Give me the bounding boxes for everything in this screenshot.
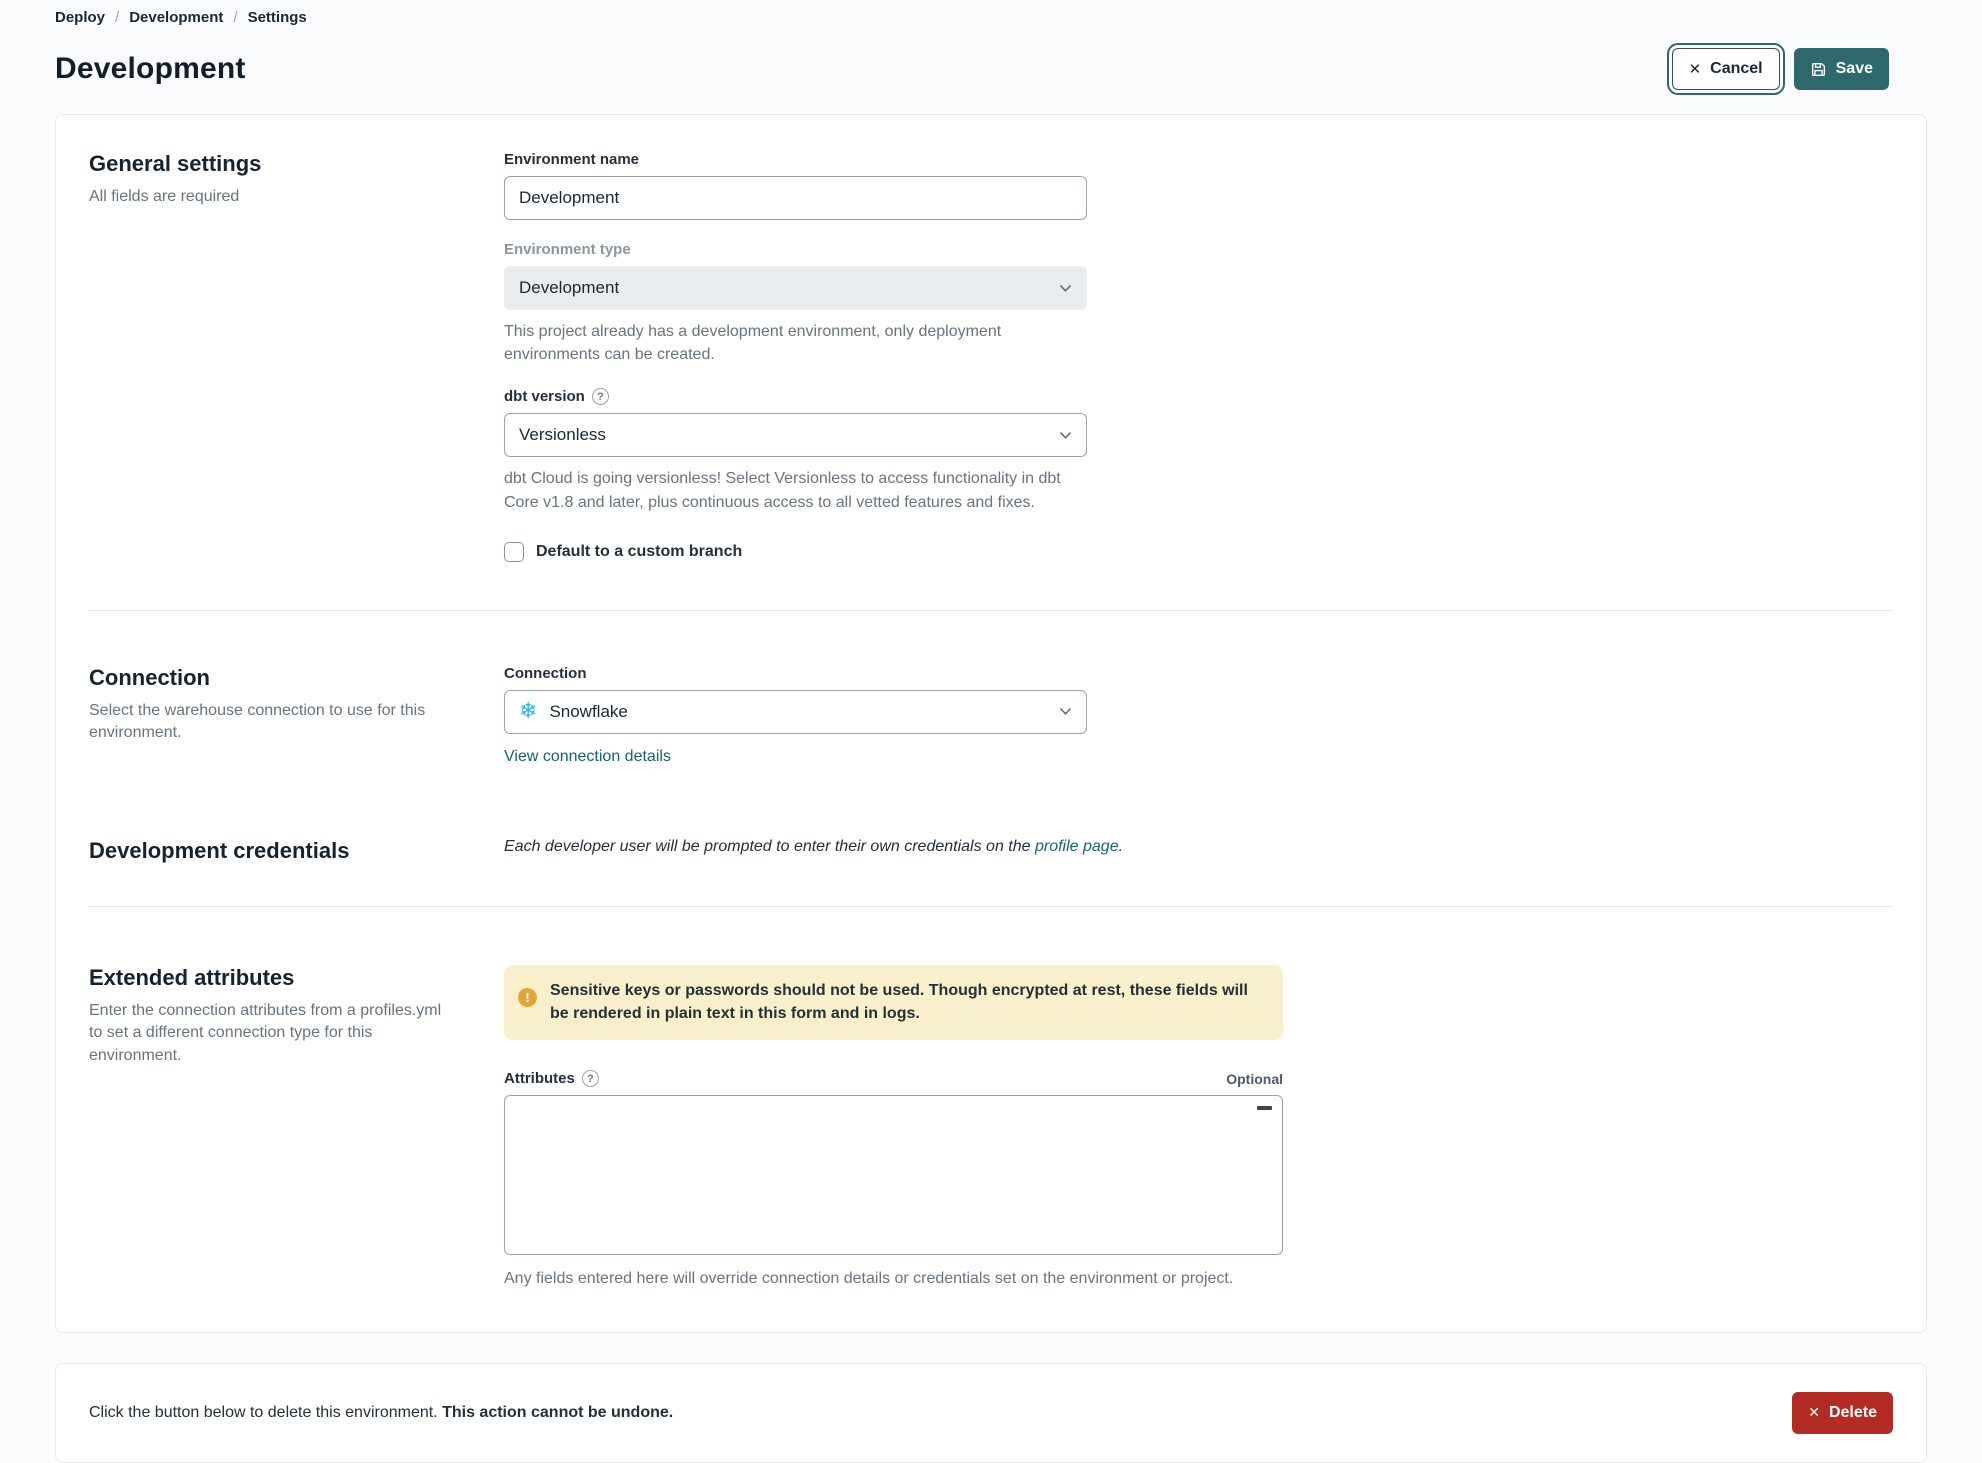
dbt-version-label bbox=[504, 388, 1893, 405]
credentials-note-suffix: . bbox=[1118, 837, 1124, 855]
delete-button[interactable] bbox=[1792, 1392, 1893, 1434]
delete-warning-bold: This action cannot be undone. bbox=[442, 1404, 674, 1422]
dbt-version-label-text: dbt version bbox=[504, 388, 585, 406]
connection-intro bbox=[89, 665, 504, 766]
environment-type-label: Environment type bbox=[504, 241, 631, 258]
delete-warning-prefix: Click the button below to delete this environment. bbox=[89, 1404, 443, 1422]
chevron-down-icon bbox=[1059, 284, 1072, 293]
attributes-label bbox=[504, 1070, 599, 1087]
connection-field-label: Connection bbox=[504, 664, 587, 682]
breadcrumb-separator: / bbox=[115, 9, 120, 26]
cancel-button[interactable] bbox=[1672, 48, 1780, 90]
extended-attributes-heading: Extended attributes bbox=[89, 964, 295, 990]
attributes-label-text: Attributes bbox=[504, 1070, 575, 1088]
breadcrumb-development[interactable]: Development bbox=[129, 9, 224, 26]
environment-name-label: Environment name bbox=[504, 151, 640, 168]
extended-attributes-intro bbox=[89, 965, 504, 1291]
connection-section bbox=[89, 611, 1893, 766]
cancel-button-label: Cancel bbox=[1710, 60, 1763, 77]
close-icon: ✕ bbox=[1688, 59, 1702, 78]
connection-value: Snowflake bbox=[549, 701, 628, 721]
environment-type-value: Development bbox=[519, 278, 620, 297]
page-header bbox=[0, 26, 1982, 90]
help-icon[interactable]: ? bbox=[582, 1070, 599, 1087]
credentials-note-prefix: Each developer user will be prompted to enter their own credentials on the bbox=[504, 837, 1035, 855]
environment-name-group bbox=[504, 151, 1893, 220]
view-connection-details-link[interactable]: View connection details bbox=[504, 747, 671, 765]
warning-text: Sensitive keys or passwords should not be used. Though encrypted at rest, these fields will be rendered in plain text in this form and in logs. bbox=[550, 981, 1248, 1022]
help-icon[interactable]: ? bbox=[592, 388, 609, 405]
chevron-down-icon bbox=[1059, 707, 1072, 716]
general-settings-intro bbox=[89, 151, 504, 562]
general-settings-section bbox=[89, 115, 1893, 610]
save-button[interactable] bbox=[1794, 48, 1889, 90]
general-settings-fields bbox=[504, 151, 1893, 562]
sensitive-keys-warning-banner bbox=[504, 965, 1283, 1040]
attributes-textarea[interactable] bbox=[505, 1096, 1282, 1254]
breadcrumb-settings: Settings bbox=[247, 9, 307, 26]
dbt-version-group bbox=[504, 388, 1893, 513]
dbt-version-value: Versionless bbox=[519, 425, 606, 445]
delete-button-label: Delete bbox=[1828, 1404, 1877, 1422]
optional-badge: Optional bbox=[1226, 1070, 1283, 1087]
credentials-note-wrap bbox=[504, 838, 1893, 864]
connection-subheading: Select the warehouse connection to use for this environment. bbox=[89, 701, 426, 742]
environment-type-help: This project already has a development environment, only deployment environments can be created. bbox=[504, 323, 1002, 364]
custom-branch-checkbox-row[interactable] bbox=[504, 542, 1893, 562]
dbt-version-select[interactable] bbox=[504, 413, 1087, 457]
delete-warning-text bbox=[89, 1404, 673, 1422]
settings-card bbox=[55, 114, 1927, 1333]
snowflake-icon: ❄ bbox=[519, 698, 538, 724]
attributes-label-row bbox=[504, 1070, 1283, 1087]
profile-page-link[interactable]: profile page bbox=[1034, 837, 1119, 855]
warning-icon: ! bbox=[518, 988, 537, 1007]
general-settings-subheading: All fields are required bbox=[89, 188, 240, 205]
connection-heading: Connection bbox=[89, 664, 210, 690]
credentials-note bbox=[504, 838, 1893, 856]
environment-name-input[interactable] bbox=[504, 176, 1087, 220]
credentials-intro bbox=[89, 838, 504, 864]
dbt-version-help: dbt Cloud is going versionless! Select Versionless to access functionality in dbt Core v1.8 and later, plus continuous access to all vetted features and fixes. bbox=[504, 470, 1061, 511]
close-icon: ✕ bbox=[1808, 1405, 1820, 1422]
credentials-heading: Development credentials bbox=[89, 837, 350, 863]
breadcrumb-deploy[interactable]: Deploy bbox=[55, 9, 106, 26]
save-button-label: Save bbox=[1835, 60, 1873, 77]
chevron-down-icon bbox=[1059, 431, 1072, 440]
extended-attributes-fields bbox=[504, 965, 1893, 1291]
custom-branch-checkbox[interactable] bbox=[504, 542, 524, 562]
attributes-help: Any fields entered here will override connection details or credentials set on the environment or project. bbox=[504, 1270, 1234, 1288]
connection-fields bbox=[504, 665, 1893, 766]
page-title: Development bbox=[55, 52, 246, 85]
delete-environment-card bbox=[55, 1363, 1927, 1463]
custom-branch-label: Default to a custom branch bbox=[536, 542, 743, 560]
save-icon bbox=[1810, 61, 1827, 78]
connection-select[interactable] bbox=[504, 690, 1087, 734]
header-actions bbox=[1672, 48, 1927, 90]
environment-type-select bbox=[504, 266, 1087, 310]
attributes-editor bbox=[504, 1095, 1283, 1255]
development-credentials-section bbox=[89, 766, 1893, 906]
extended-attributes-section bbox=[89, 907, 1893, 1333]
breadcrumb bbox=[0, 0, 1982, 26]
environment-type-group bbox=[504, 241, 1893, 366]
fold-collapse-icon[interactable] bbox=[1257, 1106, 1272, 1110]
extended-attributes-subheading: Enter the connection attributes from a profiles.yml to set a different connection type for this environment. bbox=[89, 1001, 442, 1064]
general-settings-heading: General settings bbox=[89, 151, 262, 176]
breadcrumb-separator: / bbox=[233, 9, 238, 26]
